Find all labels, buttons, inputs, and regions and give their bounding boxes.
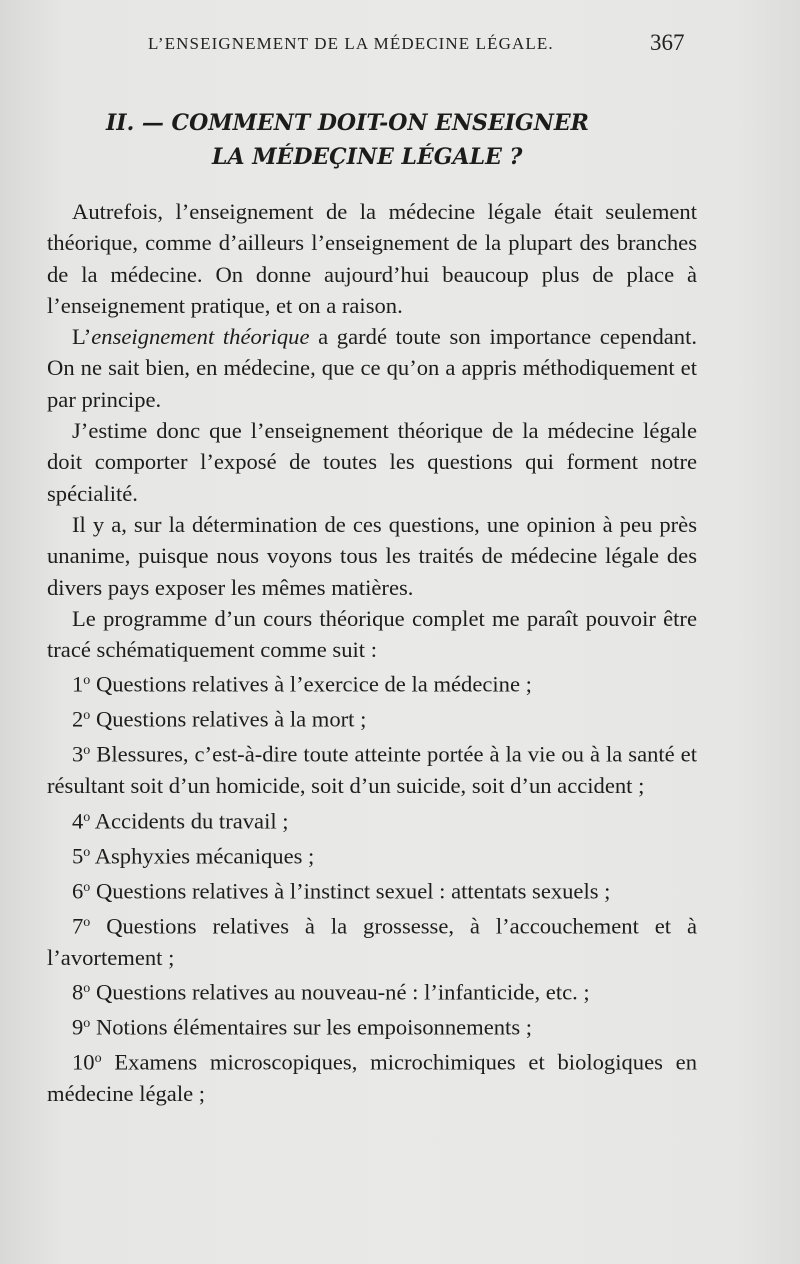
list-item xyxy=(47,837,697,872)
list-item-number: 10 xyxy=(72,1049,95,1075)
paragraph-1: Autrefois, l’enseignement de la médecine légale était seulement théorique, comme d’ailleurs l’enseignement de la plupart des branches de la médecine. On donne aujourd’hui beaucoup plus de place à l’enseignement pratique, et on a raison. xyxy=(47,199,697,318)
list-item-ordinal: o xyxy=(83,981,91,997)
list-item-number: 8 xyxy=(72,979,84,1005)
list-item-ordinal: o xyxy=(83,1016,91,1032)
list-item-text: Questions relatives à la mort ; xyxy=(90,707,367,733)
list-item-number: 5 xyxy=(72,843,84,869)
running-title: L’ENSEIGNEMENT DE LA MÉDECINE LÉGALE. xyxy=(148,34,554,53)
list-item-text: Questions relatives à la grossesse, à l’accouchement et à l’avortement ; xyxy=(47,913,697,970)
list-item xyxy=(47,700,697,735)
page-number: 367 xyxy=(650,30,685,55)
list-item-ordinal: o xyxy=(83,708,91,724)
list-item-ordinal: o xyxy=(83,844,91,860)
list-item-ordinal: o xyxy=(83,914,91,930)
list-item-ordinal: o xyxy=(83,809,91,825)
list-item-number: 7 xyxy=(72,913,84,939)
list-item-ordinal: o xyxy=(83,879,91,895)
list-item-text: Questions relatives à l’exercice de la médecine ; xyxy=(90,672,532,698)
list-item-ordinal: o xyxy=(83,673,91,689)
paragraph-5: Le programme d’un cours théorique complet me paraît pouvoir être tracé schématiquement comme suit : xyxy=(47,605,697,663)
list-item-text: Blessures, c’est-à-dire toute atteinte portée à la vie ou à la santé et résultant soit d’un homicide, soit d’un suicide, soit d’un accident ; xyxy=(47,742,697,799)
list-item-number: 9 xyxy=(72,1014,84,1040)
list-item-number: 4 xyxy=(72,808,84,834)
section-heading-line-2: LA MÉDEÇINE LÉGALE ? xyxy=(212,144,523,170)
paragraph-4: Il y a, sur la détermination de ces questions, une opinion à peu près unanime, puisque nous voyons tous les traités de médecine légale des divers pays exposer les mêmes matières. xyxy=(47,511,697,600)
list-item-text: Asphyxies mécaniques ; xyxy=(90,843,315,869)
body-text xyxy=(47,196,697,1109)
list-item-number: 2 xyxy=(72,707,84,733)
list-item-ordinal: o xyxy=(83,743,91,759)
list-item-text: Questions relatives à l’instinct sexuel : attentats sexuels ; xyxy=(90,878,611,904)
list-item xyxy=(47,735,697,801)
list-item-number: 6 xyxy=(72,878,84,904)
list-item-text: Examens microscopiques, microchimiques et biologiques en médecine légale ; xyxy=(47,1049,697,1107)
section-heading-line-1: II. — COMMENT DOIT-ON ENSEIGNER xyxy=(106,110,589,136)
list-item xyxy=(47,1008,697,1043)
list-item xyxy=(47,907,697,973)
paragraph-2-rest: a gardé toute son importance cependant. On ne sait bien, en médecine, que ce qu’on a appris méthodiquement et par principe. xyxy=(47,324,697,412)
list-item xyxy=(47,802,697,837)
list-item-text: Questions relatives au nouveau-né : l’infanticide, etc. ; xyxy=(90,979,590,1005)
paragraph-3: J’estime donc que l’enseignement théorique de la médecine légale doit comporter l’exposé de toutes les questions qui forment notre spécialité. xyxy=(47,418,697,506)
list-item xyxy=(47,872,697,907)
list-item-text: Accidents du travail ; xyxy=(90,808,289,834)
list-item-ordinal: o xyxy=(94,1051,102,1067)
list-item xyxy=(47,973,697,1008)
list-item xyxy=(47,665,697,700)
list-item-text: Notions élémentaires sur les empoisonnements ; xyxy=(90,1014,533,1040)
list-item-number: 3 xyxy=(72,742,84,768)
paragraph-2 xyxy=(47,321,697,415)
list-item xyxy=(47,1043,697,1109)
paragraph-2-italic: enseignement théorique xyxy=(91,324,310,350)
paragraph-2-prefix: L’ xyxy=(72,324,92,350)
list-item-number: 1 xyxy=(72,672,84,698)
